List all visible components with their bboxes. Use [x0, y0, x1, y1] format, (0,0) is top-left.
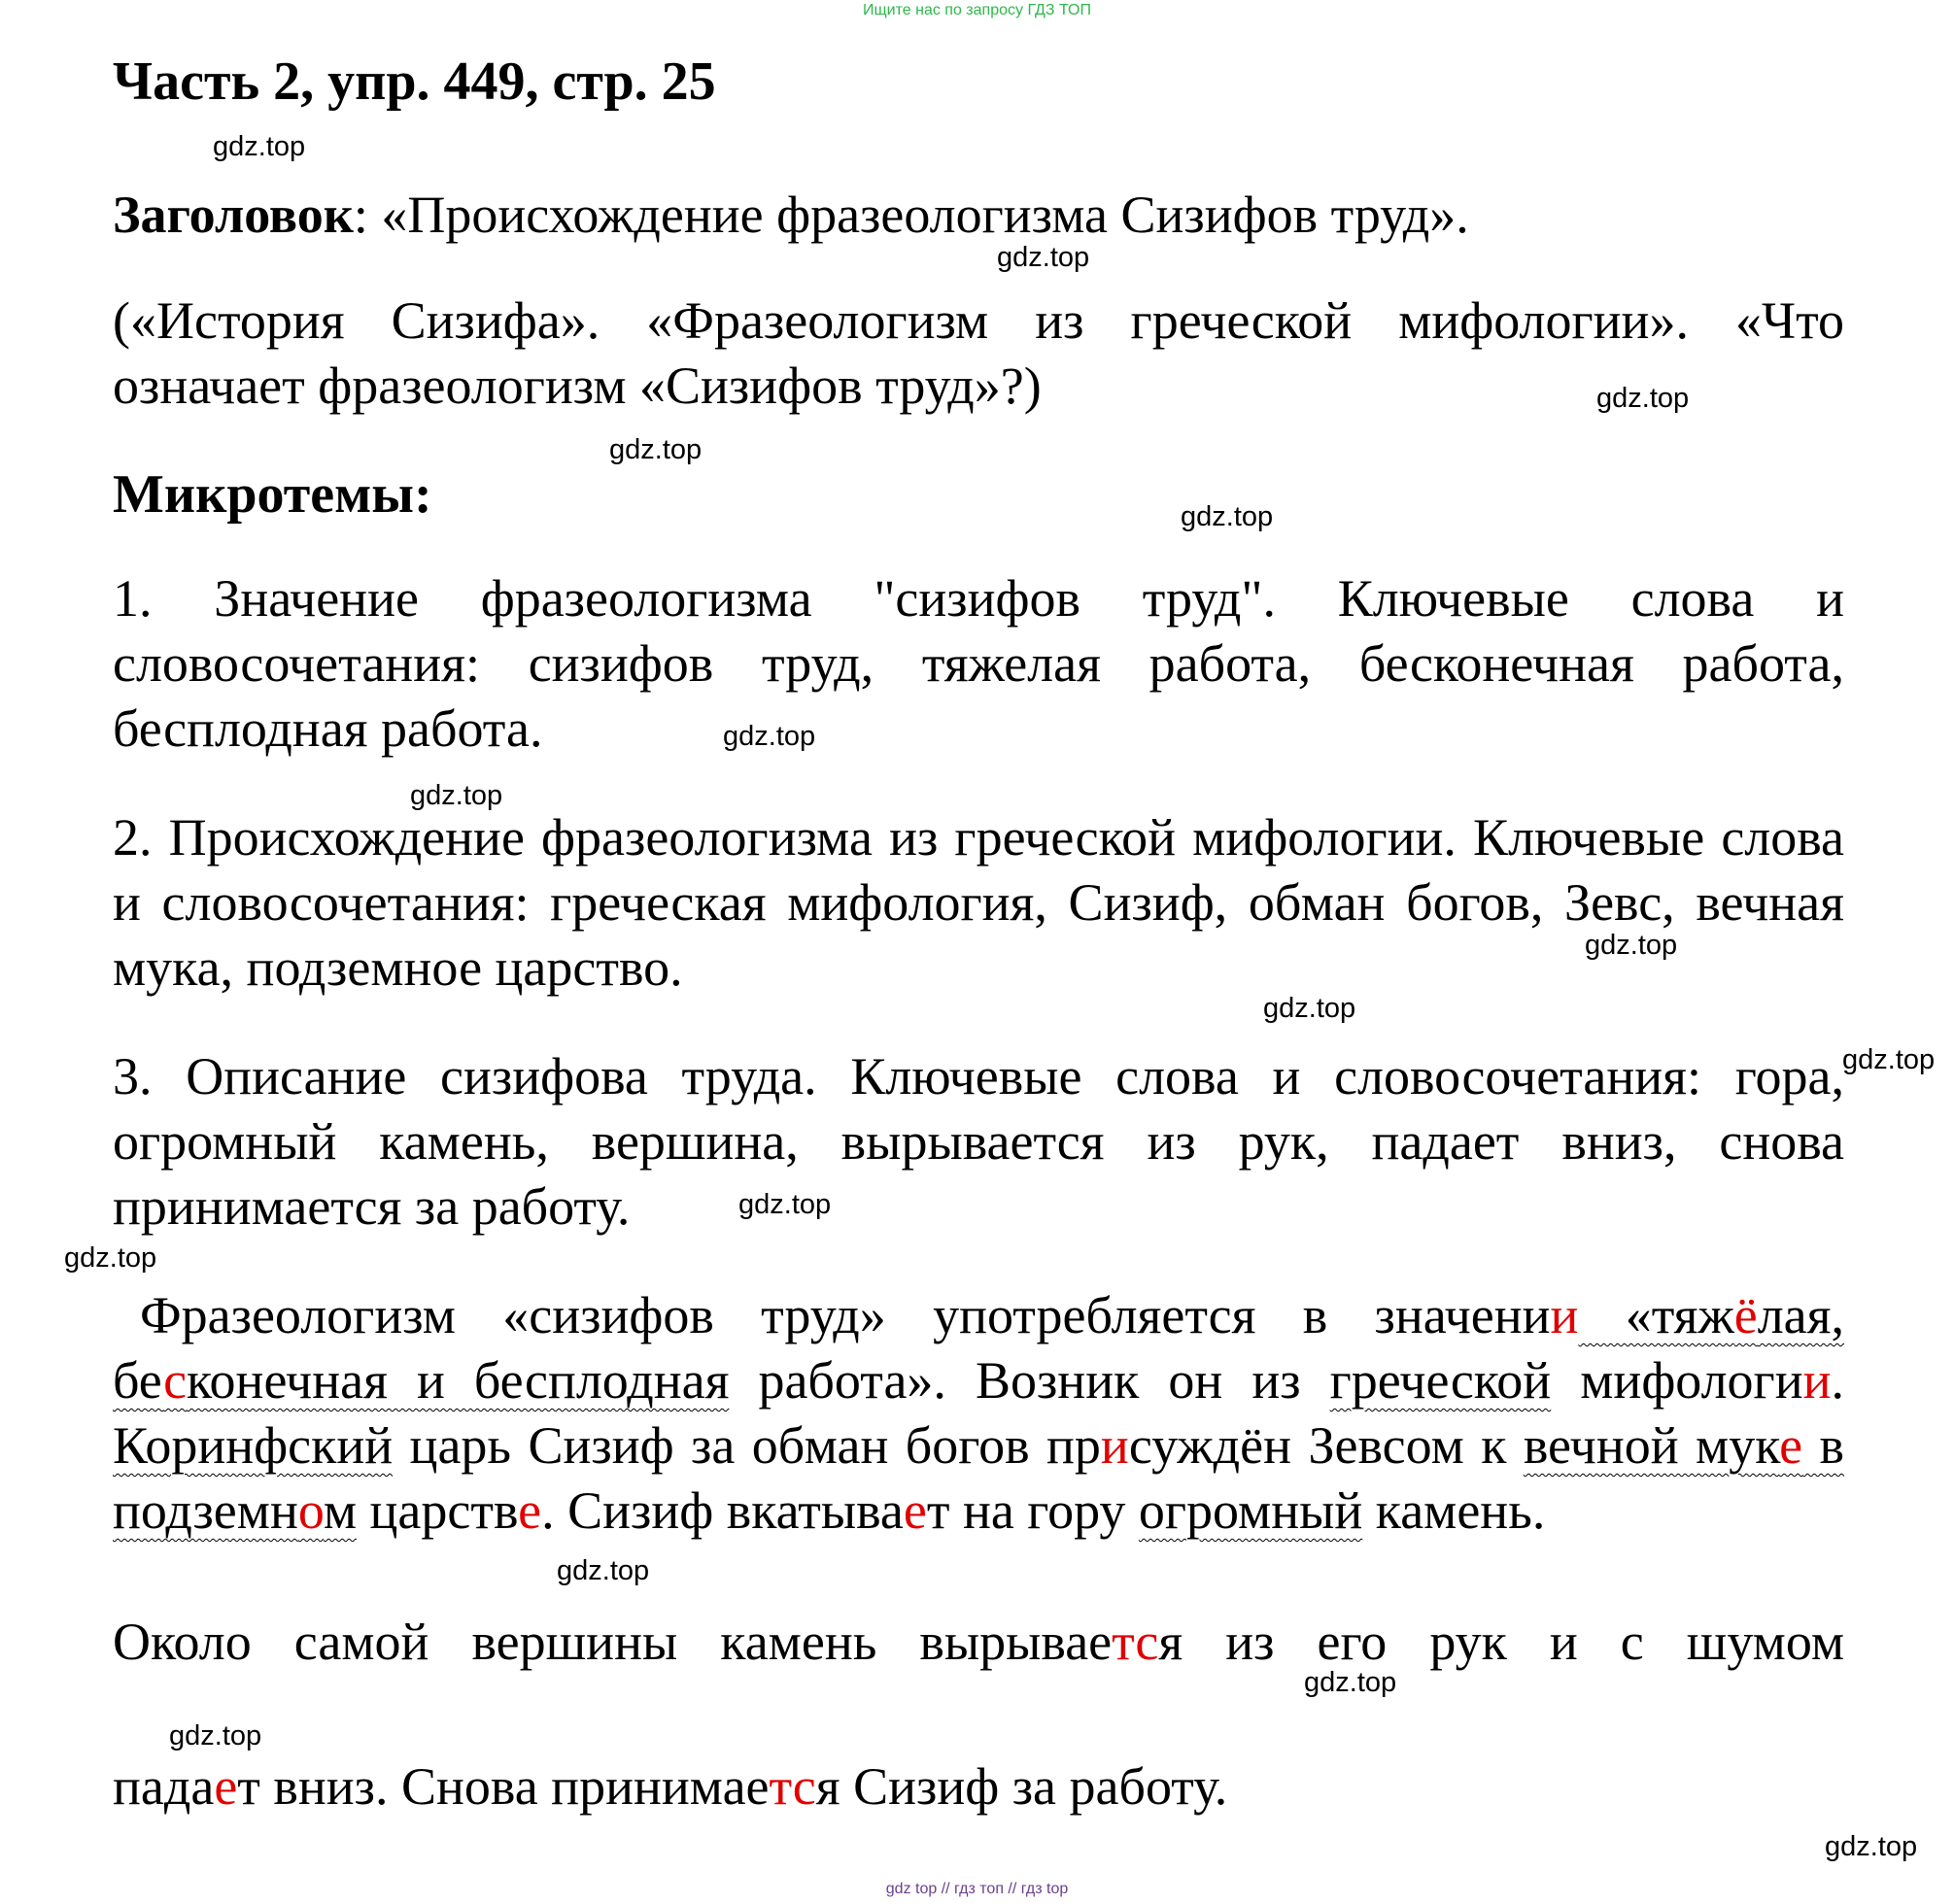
watermark: gdz.top [723, 721, 816, 752]
headline-text: : «Происхождение фразеологизма Сизифов труд». [353, 186, 1469, 244]
spelling-mark: е [214, 1757, 238, 1816]
watermark: gdz.top [64, 1242, 157, 1274]
headline-label: Заголовок [113, 186, 354, 244]
text-segment: . Сизиф вкатыва [541, 1481, 904, 1540]
text-segment: Фразеологизм «сизифов труд» употребляется в значени [140, 1286, 1551, 1344]
text-segment: в подземн [113, 1416, 1845, 1540]
text-segment: мифологи [1580, 1351, 1803, 1410]
spelling-mark: о [297, 1481, 324, 1540]
watermark: gdz.top [609, 434, 703, 465]
watermark: gdz.top [997, 242, 1090, 273]
text-segment: пада [113, 1757, 215, 1816]
text-segment: царь Сизиф за обман богов пр [393, 1416, 1101, 1475]
alternative-titles: («История Сизифа». «Фразеологизм из греческой мифологии». «Что означает фразеологизм «Сизифов труд»?) [113, 291, 1844, 415]
watermark: gdz.top [557, 1555, 650, 1586]
watermark: gdz.top [1596, 383, 1690, 414]
watermark: gdz.top [738, 1189, 832, 1220]
text-segment: лая, [1757, 1286, 1844, 1344]
watermark: gdz.top [410, 780, 503, 811]
text-segment: царств [357, 1481, 519, 1540]
bottom-banner: gdz top // гдз топ // гдз top [885, 1881, 1069, 1897]
text-segment: работа». Возник он из [729, 1351, 1330, 1410]
page-title: Часть 2, упр. 449, стр. 25 [113, 51, 716, 112]
spelling-mark: е [518, 1481, 542, 1540]
text-segment: я из его рук и с шумом [1158, 1613, 1844, 1671]
watermark: gdz.top [1181, 501, 1274, 532]
watermark: gdz.top [169, 1720, 262, 1751]
spelling-mark: е [903, 1481, 927, 1540]
text-segment: «тяж [1578, 1286, 1734, 1344]
microtheme-2: 2. Происхождение фразеологизма из греческой мифологии. Ключевые слова и словосочетания: греческая мифология, Сизиф, обман богов, Зевс, вечная мука, подземное царство. [113, 808, 1844, 997]
text-segment: конечная и бесплодная [187, 1351, 730, 1410]
text-segment: вечной мук [1523, 1416, 1780, 1475]
text-segment: м [323, 1481, 358, 1540]
headline [113, 184, 1469, 246]
spelling-mark: и [1100, 1416, 1129, 1475]
spelling-mark: с [163, 1351, 188, 1410]
spelling-mark: тс [769, 1757, 816, 1816]
text-paragraph-3 [113, 1754, 1844, 1819]
text-segment [1551, 1351, 1580, 1410]
spelling-mark: тс [1112, 1613, 1159, 1671]
underlined-segment: огромный [1138, 1481, 1363, 1540]
text-segment: суждён Зевсом к [1128, 1416, 1524, 1475]
watermark: gdz.top [1842, 1044, 1936, 1075]
spelling-mark: и [1802, 1351, 1832, 1410]
text-segment: бе [113, 1351, 164, 1410]
microtheme-3: 3. Описание сизифова труда. Ключевые слова и словосочетания: гора, огромный камень, вершина, вырывается из рук, падает вниз, снова принимается за работу. [113, 1047, 1844, 1236]
spelling-mark: и [1550, 1286, 1579, 1344]
text-segment: я Сизиф за работу. [815, 1757, 1228, 1816]
text-segment: камень. [1362, 1481, 1546, 1540]
watermark: gdz.top [1585, 930, 1678, 961]
text-segment: т вниз. Снова принимае [237, 1757, 770, 1816]
spelling-mark: ё [1733, 1286, 1758, 1344]
spelling-mark: е [1779, 1416, 1803, 1475]
text-segment: т на гору [926, 1481, 1139, 1540]
text-segment: . [1831, 1351, 1844, 1410]
watermark: gdz.top [1263, 993, 1356, 1024]
text-paragraph-2 [113, 1610, 1844, 1675]
text-paragraph-1 [113, 1283, 1844, 1544]
top-banner: Ищите нас по запросу ГДЗ ТОП [863, 2, 1091, 18]
watermark: gdz.top [1304, 1667, 1397, 1698]
microthemes-heading: Микротемы: [113, 464, 432, 525]
watermark: gdz.top [1825, 1831, 1918, 1862]
underlined-segment: Коринфский [113, 1416, 394, 1475]
microtheme-1: 1. Значение фразеологизма "сизифов труд". Ключевые слова и словосочетания: сизифов труд, тяжелая работа, бесконечная работа, бесплодная работа. [113, 569, 1844, 758]
text-segment: Около самой вершины камень вырывае [113, 1613, 1113, 1671]
underlined-segment: греческой [1329, 1351, 1552, 1410]
watermark: gdz.top [213, 131, 306, 162]
